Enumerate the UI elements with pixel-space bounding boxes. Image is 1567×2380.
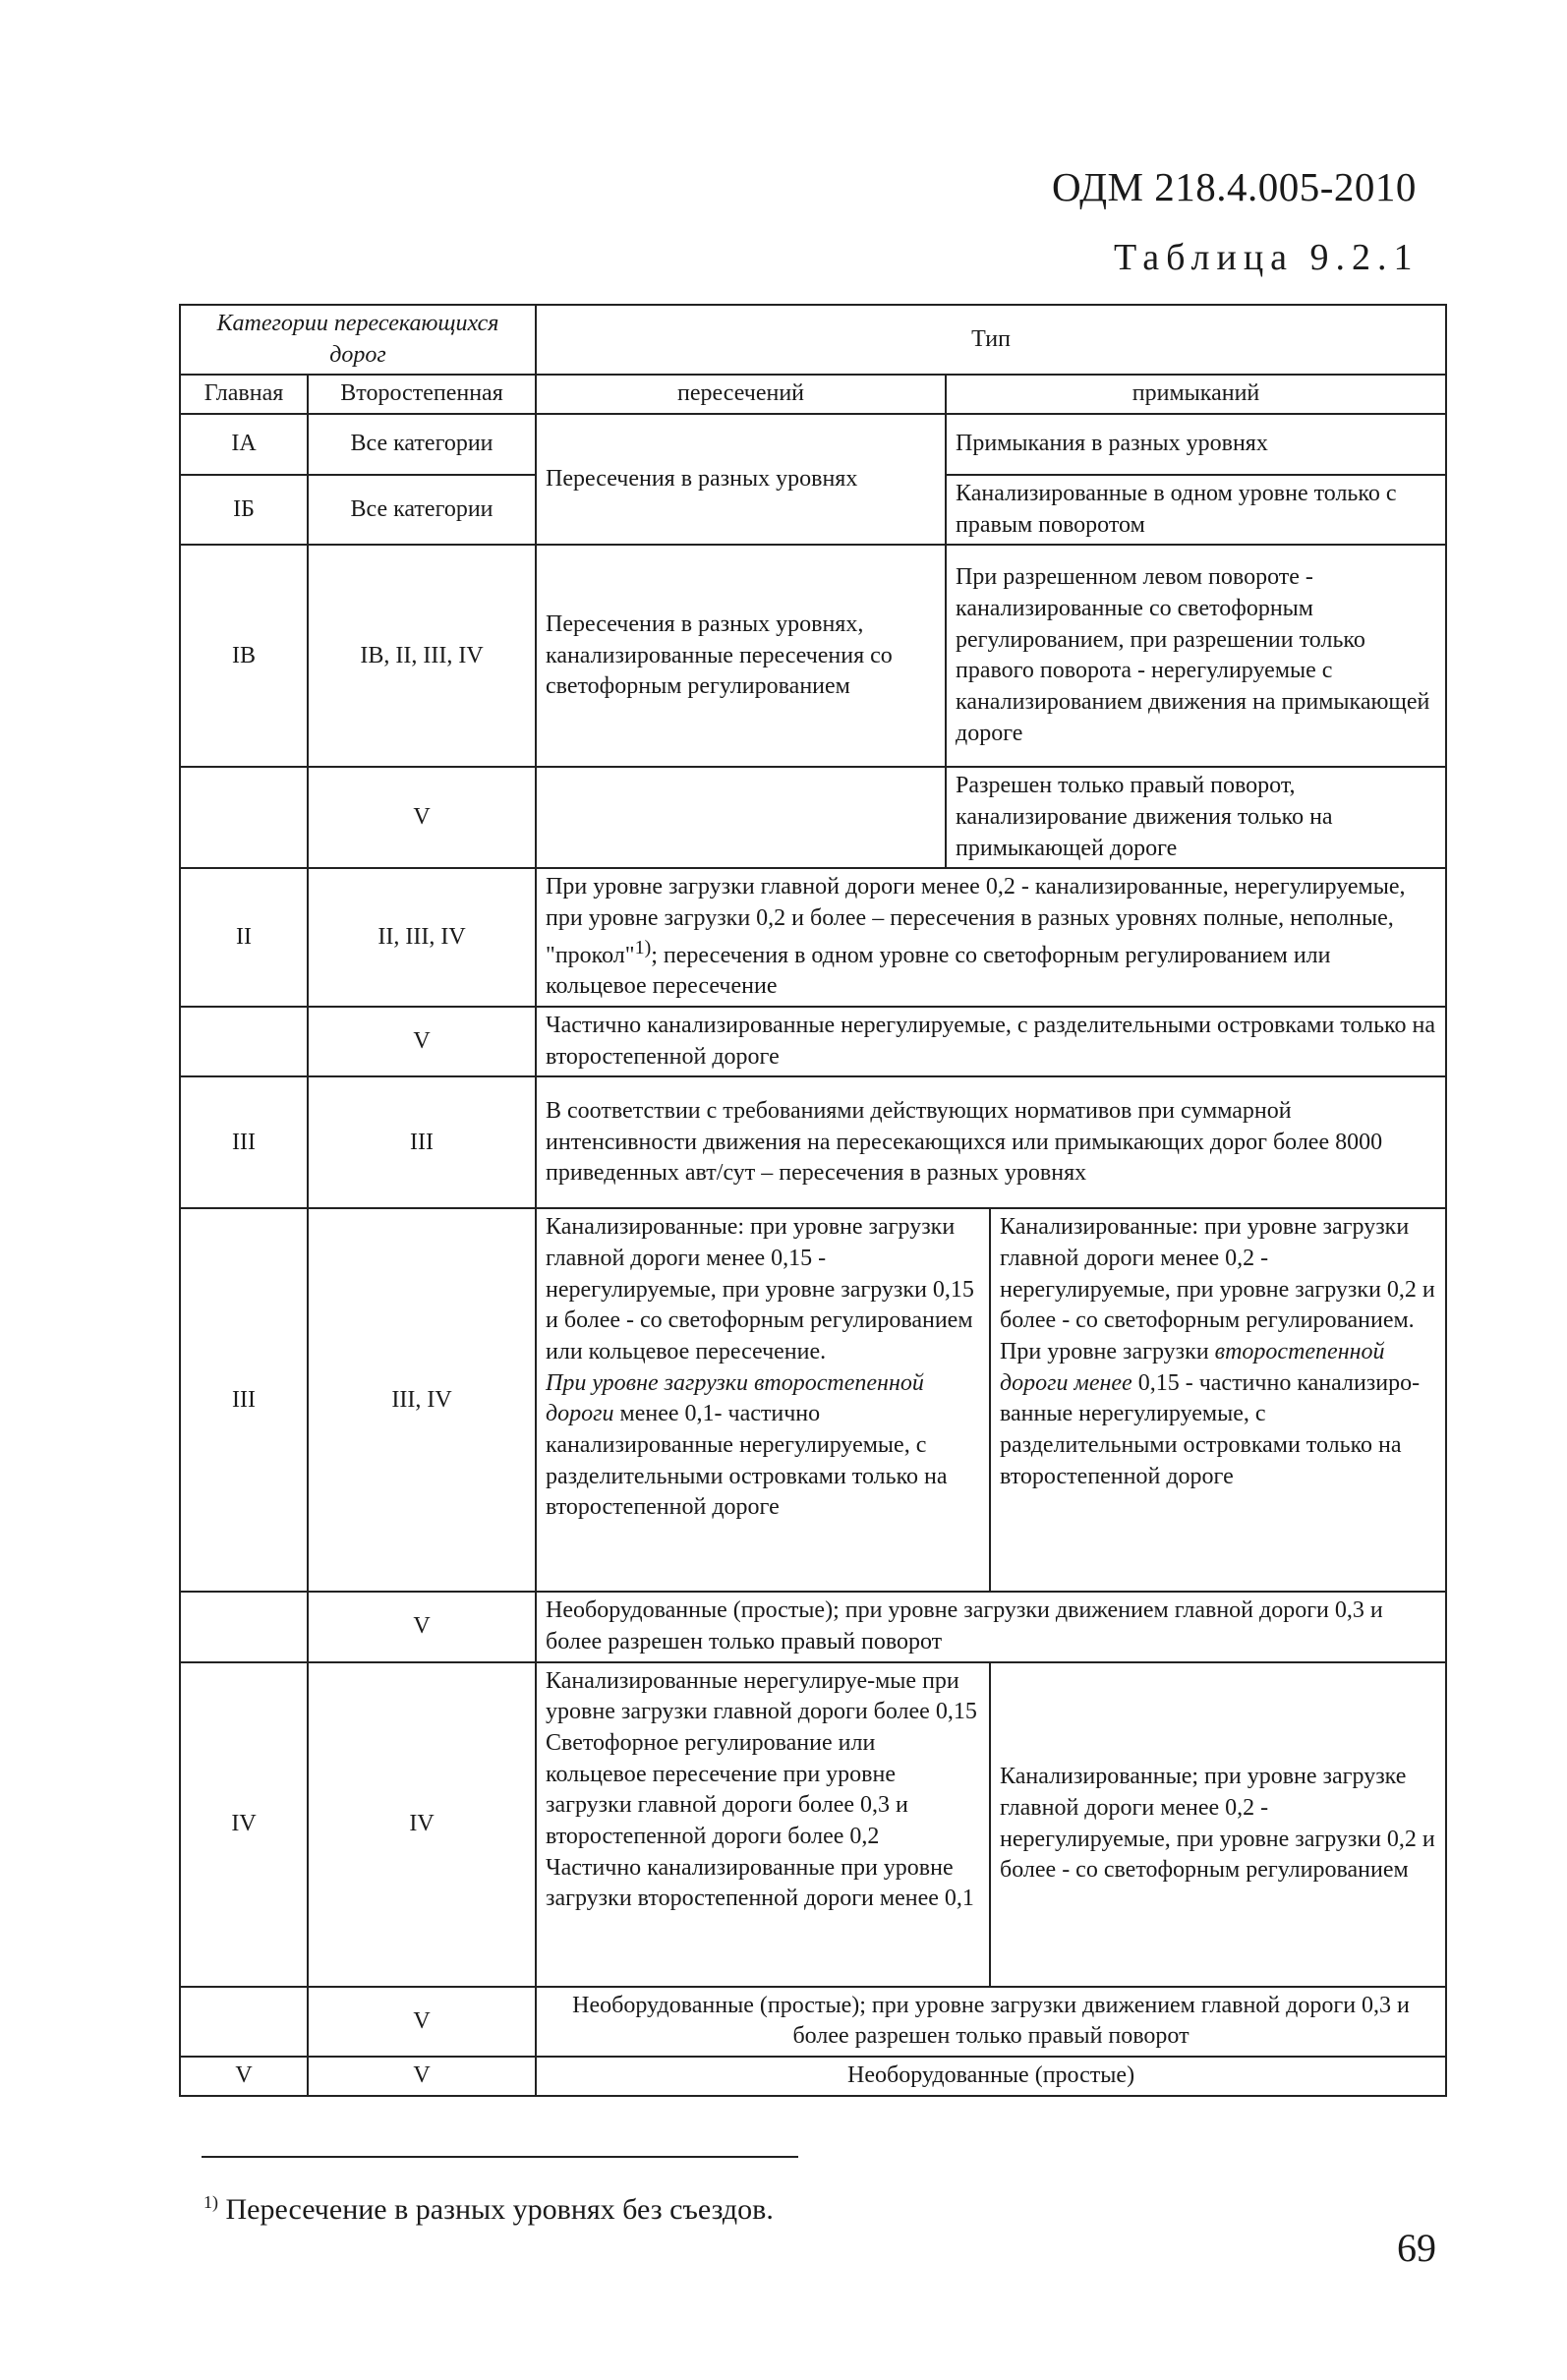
cell-text: Канализированные нерегулируе-мые при уровне загрузки главной дороги более 0,15 — [546, 1667, 977, 1725]
cell-main: IБ — [180, 475, 308, 545]
cell-text: 0,15 - частично канализиро-ванные нерегулируемые, с разделительными островками только на второстепенной дороге — [1000, 1369, 1421, 1489]
table-row — [180, 1987, 1446, 2057]
cell-junction — [990, 1208, 1446, 1592]
cell-junction: Канализированные в одном уровне только с правым поворотом — [946, 475, 1446, 545]
cell-junction: При разрешенном левом повороте - канализированные со светофорным регулированием, при разрешении только правого поворота - нерегулируемые с канализированием движения на примыкающей дороге — [946, 545, 1446, 767]
cell-text: ; пересечения в одном уровне со светофорным регулированием или кольцевое пересечение — [546, 942, 1331, 1000]
header-junctions: примыканий — [946, 375, 1446, 414]
cell-secondary: Все категории — [308, 475, 536, 545]
footnote-divider — [202, 2156, 798, 2158]
cell-intersection: Пересечения в разных уровнях, канализированные пересечения со светофорным регулированием — [536, 545, 946, 767]
cell-main-empty — [180, 767, 308, 868]
cell-type-combined — [536, 868, 1446, 1007]
header-secondary-road: Второстепенная — [308, 375, 536, 414]
cell-main: II — [180, 868, 308, 1007]
cell-intersection — [536, 1208, 990, 1592]
table-row — [180, 545, 1446, 767]
header-main-road: Главная — [180, 375, 308, 414]
crossing-types-table — [179, 304, 1447, 2097]
cell-text: Частично канализированные при уровне загрузки второстепенной дороги менее 0,1 — [546, 1854, 974, 1912]
cell-secondary: V — [308, 1987, 536, 2057]
footnote-mark: 1) — [203, 2192, 218, 2212]
cell-secondary: V — [308, 767, 536, 868]
cell-secondary: II, III, IV — [308, 868, 536, 1007]
cell-main: IV — [180, 1662, 308, 1987]
cell-main: IB — [180, 545, 308, 767]
cell-junction: Разрешен только правый поворот, канализирование движения только на примыкающей дороге — [946, 767, 1446, 868]
table-row — [180, 767, 1446, 868]
cell-text: При уровне загрузки главной дороги менее 0,2 - канализированные, нерегулируемые, при уровне загрузки 0,2 и более – пересечения в разных уровнях полные, неполные, "прокол" — [546, 874, 1406, 968]
footnote-ref: 1) — [634, 936, 652, 958]
cell-text-italic: второстепенной дороги менее — [1000, 1339, 1385, 1396]
cell-main: III — [180, 1208, 308, 1592]
cell-text: Светофорное регулирование или кольцевое пересечение при уровне загрузки главной дороги более 0,3 и второстепенной дороги более 0,2 — [546, 1730, 908, 1850]
table-row — [180, 1208, 1446, 1592]
cell-secondary: V — [308, 1007, 536, 1076]
page-number: 69 — [1397, 2226, 1436, 2270]
footnote — [203, 2192, 774, 2227]
cell-secondary: IV — [308, 1662, 536, 1987]
cell-main-empty — [180, 1592, 308, 1661]
table-row — [180, 1007, 1446, 1076]
cell-secondary: III — [308, 1076, 536, 1208]
table-row — [180, 414, 1446, 475]
cell-type-combined: Необорудованные (простые) — [536, 2057, 1446, 2096]
cell-secondary: V — [308, 1592, 536, 1661]
table-row — [180, 868, 1446, 1007]
cell-main: IA — [180, 414, 308, 475]
cell-type-combined: В соответствии с требованиями действующих нормативов при суммарной интенсивности движения на пересекающихся или примыкающих дорог более 8000 приведенных авт/сут – пересечения в разных уровнях — [536, 1076, 1446, 1208]
cell-secondary: Все категории — [308, 414, 536, 475]
header-categories: Категории пересекающихся дорог — [180, 305, 536, 375]
cell-text: Канализированные: при уровне загрузки главной дороги менее 0,2 - нерегулируемые, при уровне загрузки 0,2 и более - со светофорным регулированием. При уровне загрузки — [1000, 1214, 1435, 1365]
cell-junction: Канализированные; при уровне загрузке главной дороги менее 0,2 - нерегулируемые, при уровне загрузки 0,2 и более - со светофорным регулированием — [990, 1662, 1446, 1987]
cell-type-combined: Необорудованные (простые); при уровне загрузки движением главной дороги 0,3 и более разрешен только правый поворот — [536, 1987, 1446, 2057]
table-header-row — [180, 305, 1446, 375]
table-subheader-row — [180, 375, 1446, 414]
table-row — [180, 1662, 1446, 1987]
cell-main-empty — [180, 1987, 308, 2057]
footnote-text: Пересечение в разных уровнях без съездов. — [218, 2193, 774, 2226]
table-row — [180, 1076, 1446, 1208]
cell-main: V — [180, 2057, 308, 2096]
cell-main: III — [180, 1076, 308, 1208]
cell-type-combined: Необорудованные (простые); при уровне загрузки движением главной дороги 0,3 и более разрешен только правый поворот — [536, 1592, 1446, 1661]
table-label: Таблица 9.2.1 — [1114, 237, 1420, 278]
cell-text: менее 0,1- частично канализированные нерегулируемые, с разделительными островками только на второстепенной дороге — [546, 1401, 948, 1521]
cell-secondary: III, IV — [308, 1208, 536, 1592]
header-intersections: пересечений — [536, 375, 946, 414]
cell-intersection: Пересечения в разных уровнях — [536, 414, 946, 545]
cell-intersection-empty — [536, 767, 946, 868]
header-type: Тип — [536, 305, 1446, 375]
document-code: ОДМ 218.4.005-2010 — [1052, 164, 1417, 209]
cell-secondary: IB, II, III, IV — [308, 545, 536, 767]
cell-text: Канализированные: при уровне загрузки главной дороги менее 0,15 - нерегулируемые, при уровне загрузки 0,15 и более - со светофорным регулированием или кольцевое пересечение. — [546, 1214, 974, 1365]
cell-junction: Примыкания в разных уровнях — [946, 414, 1446, 475]
cell-secondary: V — [308, 2057, 536, 2096]
cell-type-combined: Частично канализированные нерегулируемые, с разделительными островками только на второстепенной дороге — [536, 1007, 1446, 1076]
cell-intersection — [536, 1662, 990, 1987]
table-row — [180, 2057, 1446, 2096]
cell-main-empty — [180, 1007, 308, 1076]
table-row — [180, 1592, 1446, 1661]
cell-text-italic: При уровне загрузки второстепенной дороги — [546, 1369, 924, 1427]
